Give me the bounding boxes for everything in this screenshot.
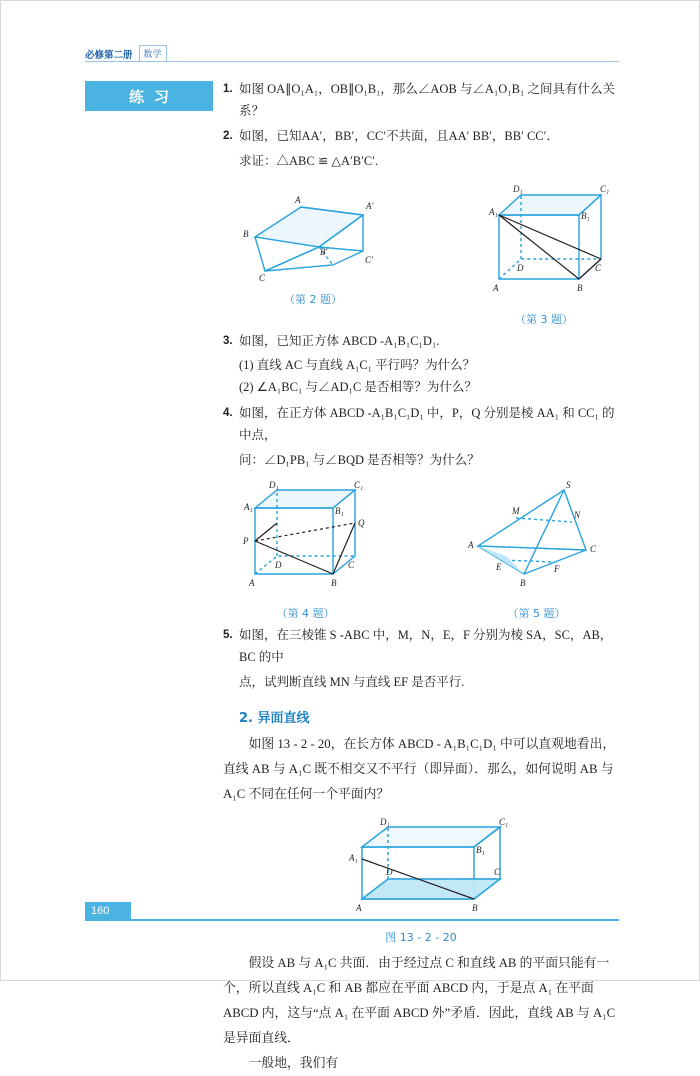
- exercise-4: [223, 403, 619, 447]
- exercise-3-sub2: (2) ∠A₁BC₁ 与∠AD₁C 是否相等？为什么？: [239, 380, 477, 395]
- svg-text:A₁: A₁: [349, 853, 358, 864]
- svg-text:C₁: C₁: [499, 817, 509, 828]
- exercise-1: [223, 79, 619, 123]
- svg-text:A′: A′: [366, 200, 374, 211]
- page-header: [85, 45, 167, 62]
- header-book: 必修第二册: [85, 49, 133, 61]
- exercise-2-text: 如图，已知AA′，BB′，CC′不共面，且AA′ BB′，BB′ CC′．: [239, 128, 559, 143]
- figure-main: [223, 817, 619, 945]
- exercise-5-sub: 点，试判断直线 MN 与直线 EF 是否平行.: [239, 674, 465, 689]
- figure-5-caption: （第 5 题）: [507, 606, 566, 620]
- exercise-2: [223, 126, 619, 148]
- svg-text:C: C: [494, 867, 501, 878]
- page-number: 160: [85, 902, 131, 919]
- svg-text:Q: Q: [358, 517, 365, 528]
- svg-text:D₁: D₁: [513, 183, 523, 194]
- svg-text:C₁: C₁: [354, 479, 364, 490]
- exercise-5-number: 5.: [223, 628, 233, 641]
- svg-text:B: B: [520, 577, 526, 588]
- svg-text:A₁: A₁: [244, 501, 253, 512]
- svg-text:A: A: [356, 903, 362, 914]
- svg-text:B: B: [472, 903, 478, 914]
- figure-row-2-3: [223, 179, 619, 327]
- svg-text:C: C: [259, 272, 266, 283]
- content-column: [223, 79, 619, 1076]
- exercise-4-number: 4.: [223, 407, 233, 420]
- figure-5: [454, 478, 619, 621]
- exercise-1-text: 如图 OA∥O₁A₁，OB∥O₁B₁，那么∠AOB 与∠A₁O₁B₁ 之间具有什么关系？: [239, 82, 616, 118]
- figure-2: [223, 179, 403, 327]
- svg-text:D: D: [517, 262, 524, 273]
- svg-text:A₁: A₁: [489, 206, 498, 217]
- figure-2-drawing: [223, 179, 403, 289]
- svg-text:C: C: [348, 559, 355, 570]
- practice-banner: [85, 81, 213, 111]
- figure-main-caption: 图 13 - 2 - 20: [385, 931, 457, 945]
- section-heading: 2. 异面直线: [239, 711, 310, 727]
- figure-main-drawing: [316, 817, 526, 927]
- exercise-3-number: 3.: [223, 334, 233, 347]
- svg-text:P: P: [243, 535, 249, 546]
- svg-text:B₁: B₁: [581, 210, 590, 221]
- svg-text:B: B: [243, 228, 249, 239]
- exercise-5: [223, 625, 619, 669]
- svg-text:A: A: [468, 539, 474, 550]
- svg-text:C: C: [590, 543, 597, 554]
- svg-text:C₁: C₁: [600, 183, 610, 194]
- footer-divider: [85, 919, 619, 921]
- svg-text:D₁: D₁: [380, 817, 390, 828]
- svg-text:A: A: [249, 577, 255, 588]
- svg-text:C: C: [595, 262, 602, 273]
- svg-text:M: M: [512, 505, 520, 516]
- svg-text:D₁: D₁: [269, 479, 279, 490]
- svg-text:C′: C′: [365, 254, 373, 265]
- section-paragraph-2: 假设 AB 与 A₁C 共面．由于经过点 C 和直线 AB 的平面只能有一个，所以直线 A₁C 和 AB 都应在平面 ABCD 内，于是点 A₁ 在平面 ABCD 内，这与“点 A₁ 在平面 ABCD 外”矛盾．因此，直线 AB 与 A₁C 是异面直线．: [223, 956, 616, 1046]
- svg-text:B′: B′: [320, 246, 328, 257]
- exercise-4-sub: 问：∠D₁PB₁ 与∠BQD 是否相等？为什么？: [239, 452, 480, 467]
- header-divider: [85, 61, 619, 62]
- svg-text:F: F: [554, 563, 560, 574]
- svg-text:D: D: [386, 867, 393, 878]
- svg-text:E: E: [496, 561, 502, 572]
- header-subject: 数学: [139, 45, 167, 62]
- figure-row-4-5: [223, 478, 619, 621]
- figure-3-drawing: [469, 179, 619, 309]
- svg-text:N: N: [574, 509, 581, 520]
- figure-5-drawing: [454, 478, 619, 603]
- svg-text:B₁: B₁: [335, 505, 344, 516]
- exercise-3-sub1: (1) 直线 AC 与直线 A₁C₁ 平行吗？为什么？: [239, 358, 476, 373]
- figure-2-caption: （第 2 题）: [284, 292, 342, 306]
- exercise-3: [223, 331, 619, 353]
- figure-4-caption: （第 4 题）: [276, 606, 335, 620]
- figure-4-drawing: [223, 478, 388, 603]
- exercise-5-text: 如图，在三棱锥 S -ABC 中，M，N，E，F 分别为棱 SA，SC，AB，BC 的中: [239, 627, 613, 664]
- figure-3-caption: （第 3 题）: [515, 312, 573, 326]
- svg-text:A: A: [493, 282, 499, 293]
- svg-text:A: A: [295, 194, 301, 205]
- exercise-2-sub: 求证：△ABC ≌ △A′B′C′.: [239, 153, 379, 168]
- svg-text:B: B: [577, 282, 583, 293]
- section-paragraph-1: 如图 13 - 2 - 20，在长方体 ABCD - A₁B₁C₁D₁ 中可以直观地看出，直线 AB 与 A₁C 既不相交又不平行（即异面）．那么，如何说明 AB 与 A₁C 不同在任何一个平面内？: [223, 737, 616, 802]
- exercise-4-text: 如图，在正方体 ABCD -A₁B₁C₁D₁ 中，P，Q 分别是棱 AA₁ 和 CC₁ 的中点，: [239, 406, 615, 442]
- exercise-2-number: 2.: [223, 129, 233, 142]
- figure-4: [223, 478, 388, 621]
- figure-3: [469, 179, 619, 327]
- section-paragraph-3: 一般地，我们有: [248, 1056, 339, 1071]
- exercise-1-number: 1.: [223, 83, 233, 95]
- svg-text:D: D: [275, 559, 282, 570]
- practice-label: 练习: [128, 87, 179, 106]
- exercise-3-text: 如图，已知正方体 ABCD -A₁B₁C₁D₁.: [239, 333, 440, 348]
- svg-text:S: S: [566, 479, 571, 490]
- svg-text:B₁: B₁: [476, 845, 485, 856]
- svg-text:B: B: [331, 577, 337, 588]
